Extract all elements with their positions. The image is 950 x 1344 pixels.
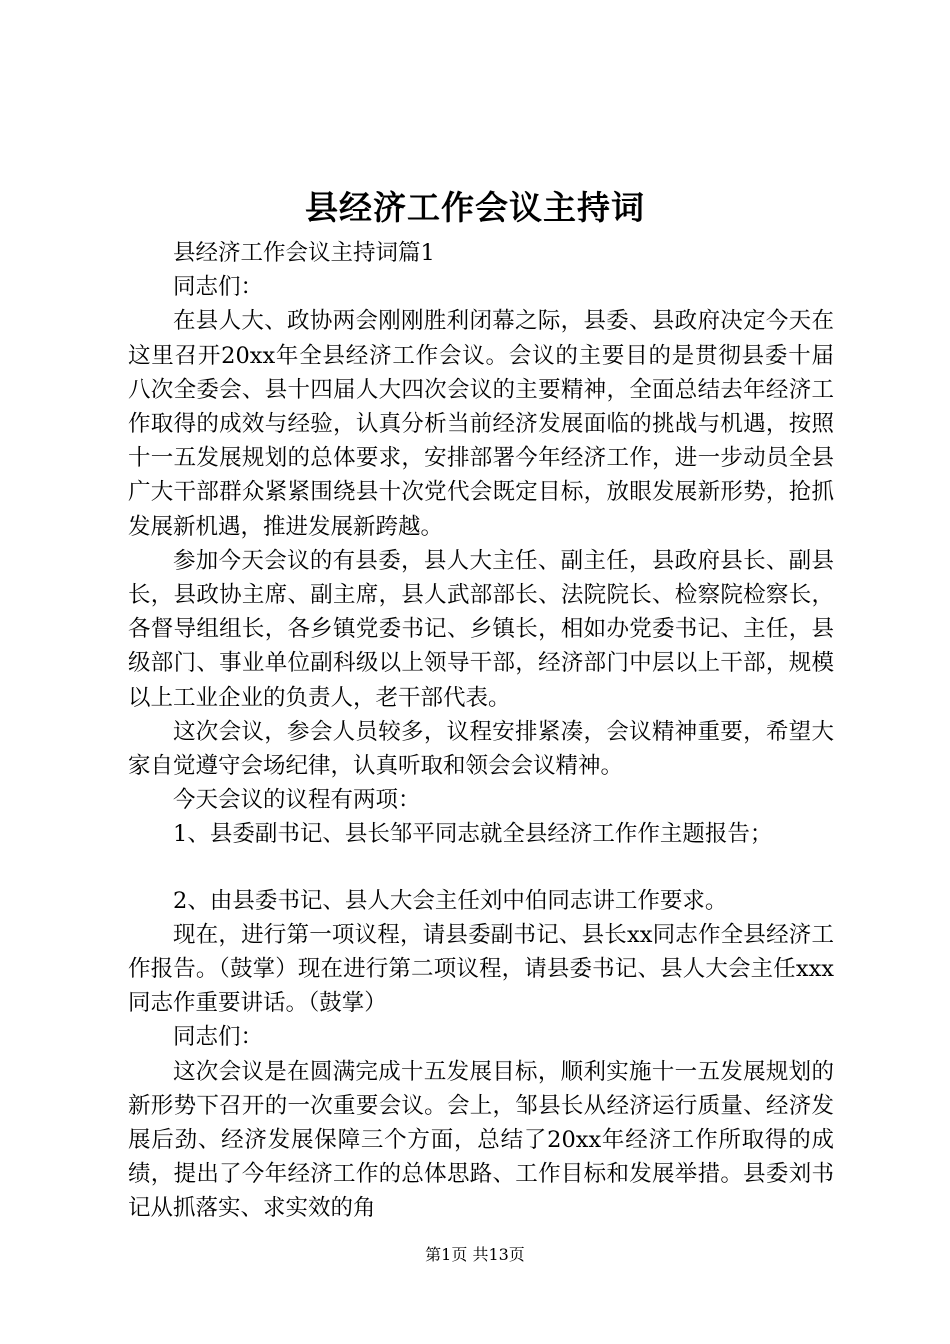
section-heading: 县经济工作会议主持词篇1 xyxy=(173,240,435,266)
paragraph-discipline: 这次会议，参会人员较多，议程安排紧凑，会议精神重要，希望大家自觉遵守会场纪律，认真听取和领会会议精神。 xyxy=(128,718,834,780)
agenda-intro: 今天会议的议程有两项： xyxy=(173,787,421,814)
agenda-item-2: 2、由县委书记、县人大会主任刘中伯同志讲工作要求。 xyxy=(173,887,728,914)
agenda-item-1: 1、县委副书记、县长邹平同志就全县经济工作作主题报告； xyxy=(173,821,773,848)
document-body xyxy=(128,236,834,1226)
salutation: 同志们： xyxy=(173,274,264,301)
paragraph-summary: 这次会议是在圆满完成十五发展目标，顺利实施十一五发展规划的新形势下召开的一次重要会议。会上，邹县长从经济运行质量、经济发展后劲、经济发展保障三个方面，总结了20xx年经济工作所取得的成绩，提出了今年经济工作的总体思路、工作目标和发展举措。县委刘书记从抓落实、求实效的角 xyxy=(128,1058,834,1222)
salutation-2: 同志们： xyxy=(173,1024,264,1051)
paragraph-attendees: 参加今天会议的有县委，县人大主任、副主任，县政府县长、副县长，县政协主席、副主席，县人武部部长、法院院长、检察院检察长，各督导组组长，各乡镇党委书记、乡镇长，相如办党委书记、主任，县级部门、事业单位副科级以上领导干部，经济部门中层以上干部，规模以上工业企业的负责人，老干部代表。 xyxy=(128,547,834,711)
blank-line xyxy=(128,852,834,884)
page-number: 第1页 共13页 xyxy=(425,1245,525,1264)
paragraph-proceedings: 现在，进行第一项议程，请县委副书记、县长xx同志作全县经济工作报告。（鼓掌）现在进行第二项议程，请县委书记、县人大会主任xxx同志作重要讲话。（鼓掌） xyxy=(128,921,834,1017)
paragraph-opening: 在县人大、政协两会刚刚胜利闭幕之际，县委、县政府决定今天在这里召开20xx年全县经济工作会议。会议的主要目的是贯彻县委十届八次全委会、县十四届人大四次会议的主要精神，全面总结去年经济工作取得的成效与经验，认真分析当前经济发展面临的挑战与机遇，按照十一五发展规划的总体要求，安排部署今年经济工作，进一步动员全县广大干部群众紧紧围绕县十次党代会既定目标，放眼发展新形势，抢抓发展新机遇，推进发展新跨越。 xyxy=(128,308,834,540)
document-title: 县经济工作会议主持词 xyxy=(305,188,645,227)
